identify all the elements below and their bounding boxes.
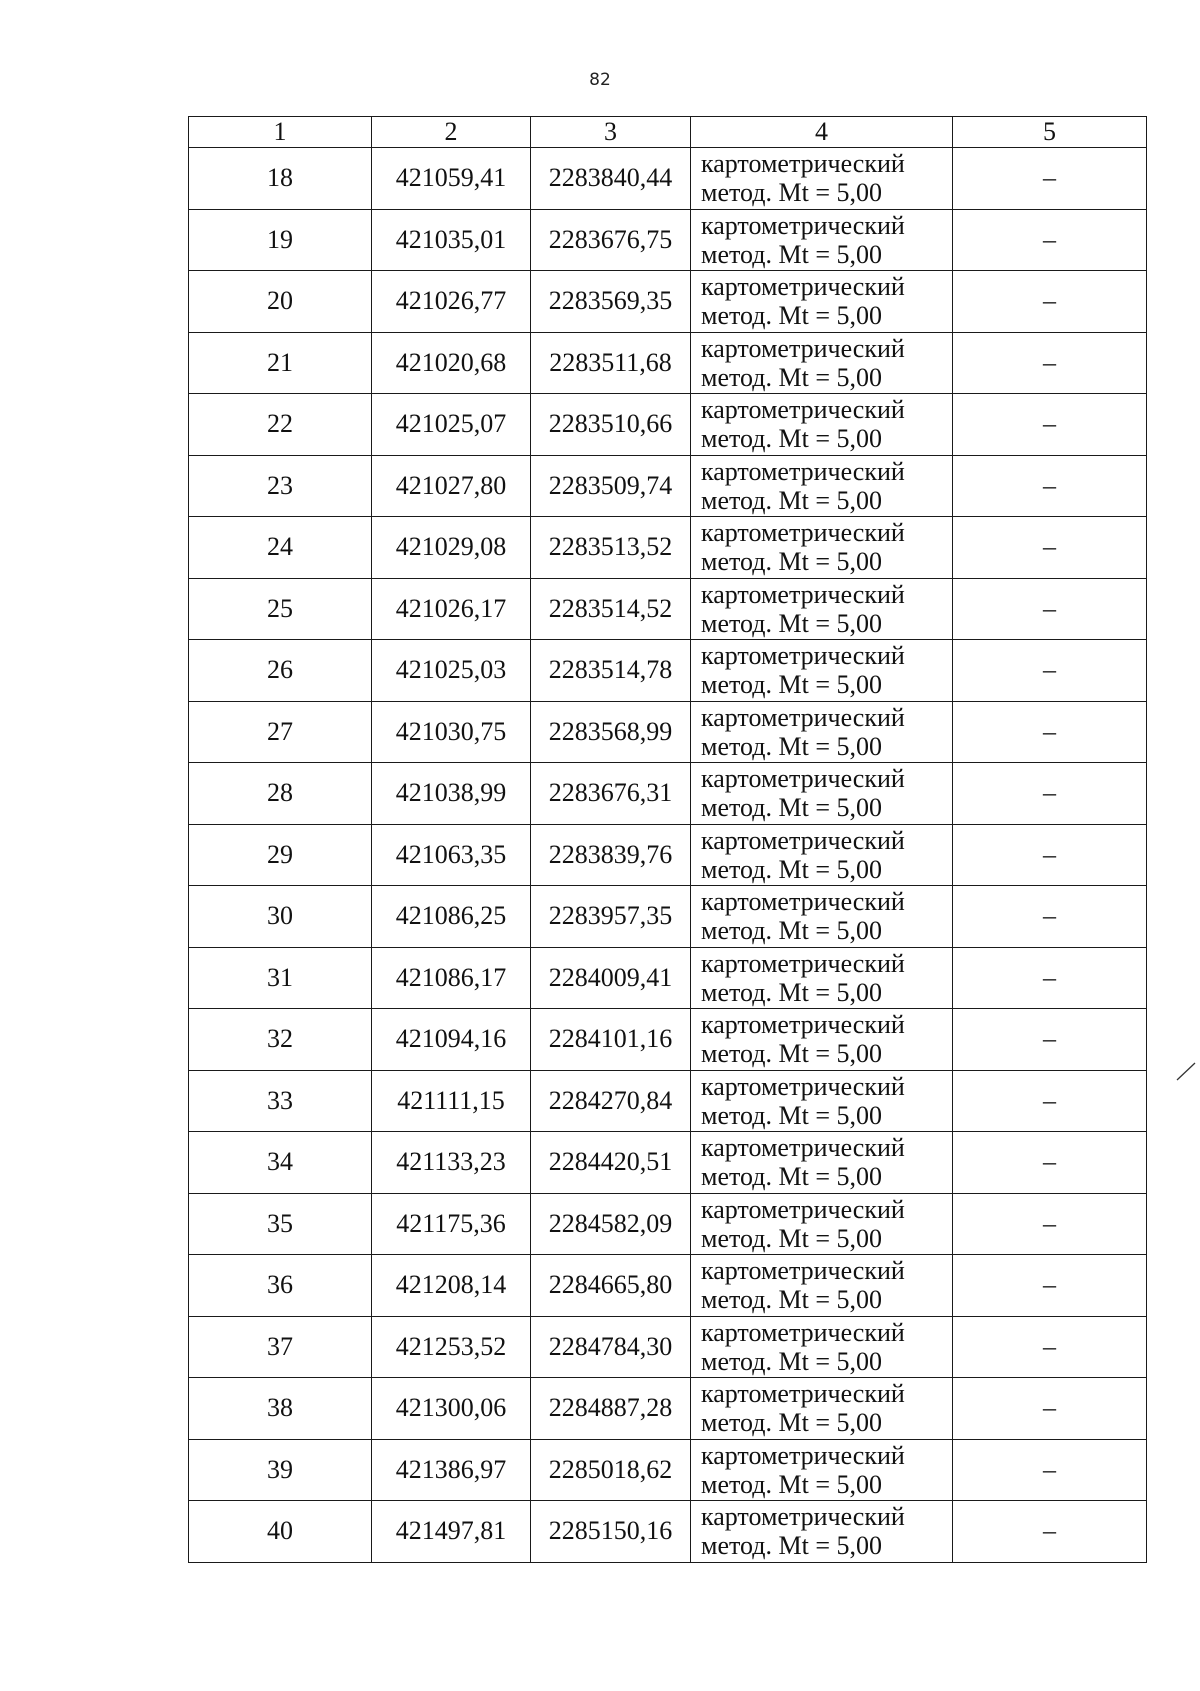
- point-number-cell: 39: [189, 1439, 372, 1501]
- point-number-cell: 40: [189, 1501, 372, 1563]
- table-row: [189, 701, 1147, 763]
- point-number-cell: 30: [189, 886, 372, 948]
- x-coordinate-cell: 421030,75: [372, 701, 531, 763]
- method-accuracy-text: метод. Mt = 5,00: [701, 608, 882, 638]
- x-coordinate-cell: 421497,81: [372, 1501, 531, 1563]
- method-accuracy-text: метод. Mt = 5,00: [701, 854, 882, 884]
- pen-stroke-mark: [1175, 1060, 1197, 1082]
- y-coordinate-cell: 2285150,16: [531, 1501, 691, 1563]
- point-number-cell: 31: [189, 947, 372, 1009]
- method-cell: [691, 886, 953, 948]
- table-row: [189, 1070, 1147, 1132]
- method-name-text: картометрический: [701, 1440, 905, 1470]
- x-coordinate-cell: 421063,35: [372, 824, 531, 886]
- x-coordinate-cell: 421253,52: [372, 1316, 531, 1378]
- method-accuracy-text: метод. Mt = 5,00: [701, 916, 882, 946]
- method-name-text: картометрический: [701, 1502, 905, 1532]
- x-coordinate-cell: 421026,77: [372, 271, 531, 333]
- x-coordinate-cell: 421086,17: [372, 947, 531, 1009]
- method-cell: [691, 824, 953, 886]
- table-row: [189, 517, 1147, 579]
- table-row: [189, 1501, 1147, 1563]
- method-cell: [691, 578, 953, 640]
- table-row: [189, 394, 1147, 456]
- y-coordinate-cell: 2283840,44: [531, 148, 691, 210]
- method-name-text: картометрический: [701, 210, 905, 240]
- note-cell: –: [953, 271, 1147, 333]
- method-accuracy-text: метод. Mt = 5,00: [701, 1285, 882, 1315]
- point-number-cell: 27: [189, 701, 372, 763]
- method-cell: [691, 1132, 953, 1194]
- point-number-cell: 29: [189, 824, 372, 886]
- x-coordinate-cell: 421029,08: [372, 517, 531, 579]
- header-cell-1: 1: [189, 117, 372, 148]
- point-number-cell: 37: [189, 1316, 372, 1378]
- point-number-cell: 28: [189, 763, 372, 825]
- y-coordinate-cell: 2283514,52: [531, 578, 691, 640]
- table-row: [189, 1439, 1147, 1501]
- table-row: [189, 332, 1147, 394]
- table-row: [189, 1132, 1147, 1194]
- note-cell: –: [953, 455, 1147, 517]
- y-coordinate-cell: 2283511,68: [531, 332, 691, 394]
- method-accuracy-text: метод. Mt = 5,00: [701, 239, 882, 269]
- method-cell: [691, 701, 953, 763]
- point-number-cell: 22: [189, 394, 372, 456]
- x-coordinate-cell: 421094,16: [372, 1009, 531, 1071]
- y-coordinate-cell: 2283569,35: [531, 271, 691, 333]
- coordinates-table: [188, 116, 1147, 1563]
- y-coordinate-cell: 2283514,78: [531, 640, 691, 702]
- method-name-text: картометрический: [701, 1256, 905, 1286]
- method-cell: [691, 1439, 953, 1501]
- y-coordinate-cell: 2283509,74: [531, 455, 691, 517]
- y-coordinate-cell: 2284784,30: [531, 1316, 691, 1378]
- table-row: [189, 763, 1147, 825]
- method-name-text: картометрический: [701, 518, 905, 548]
- note-cell: –: [953, 824, 1147, 886]
- table-row: [189, 209, 1147, 271]
- x-coordinate-cell: 421111,15: [372, 1070, 531, 1132]
- method-cell: [691, 394, 953, 456]
- y-coordinate-cell: 2284665,80: [531, 1255, 691, 1317]
- x-coordinate-cell: 421027,80: [372, 455, 531, 517]
- method-cell: [691, 271, 953, 333]
- y-coordinate-cell: 2283676,75: [531, 209, 691, 271]
- table-row: [189, 271, 1147, 333]
- note-cell: –: [953, 1009, 1147, 1071]
- table-header-row: [189, 117, 1147, 148]
- x-coordinate-cell: 421025,03: [372, 640, 531, 702]
- method-cell: [691, 1378, 953, 1440]
- method-accuracy-text: метод. Mt = 5,00: [701, 1469, 882, 1499]
- header-cell-4: 4: [691, 117, 953, 148]
- method-accuracy-text: метод. Mt = 5,00: [701, 547, 882, 577]
- table-row: [189, 886, 1147, 948]
- note-cell: –: [953, 1255, 1147, 1317]
- method-cell: [691, 1255, 953, 1317]
- method-cell: [691, 763, 953, 825]
- header-cell-2: 2: [372, 117, 531, 148]
- method-cell: [691, 1501, 953, 1563]
- note-cell: –: [953, 640, 1147, 702]
- method-accuracy-text: метод. Mt = 5,00: [701, 1223, 882, 1253]
- page-number: 82: [589, 70, 611, 90]
- method-name-text: картометрический: [701, 887, 905, 917]
- method-name-text: картометрический: [701, 1133, 905, 1163]
- note-cell: –: [953, 947, 1147, 1009]
- table-row: [189, 148, 1147, 210]
- point-number-cell: 38: [189, 1378, 372, 1440]
- note-cell: –: [953, 578, 1147, 640]
- note-cell: –: [953, 886, 1147, 948]
- y-coordinate-cell: 2283839,76: [531, 824, 691, 886]
- x-coordinate-cell: 421386,97: [372, 1439, 531, 1501]
- x-coordinate-cell: 421133,23: [372, 1132, 531, 1194]
- method-name-text: картометрический: [701, 149, 905, 179]
- y-coordinate-cell: 2283676,31: [531, 763, 691, 825]
- method-cell: [691, 209, 953, 271]
- y-coordinate-cell: 2283568,99: [531, 701, 691, 763]
- point-number-cell: 36: [189, 1255, 372, 1317]
- method-accuracy-text: метод. Mt = 5,00: [701, 977, 882, 1007]
- y-coordinate-cell: 2285018,62: [531, 1439, 691, 1501]
- note-cell: –: [953, 763, 1147, 825]
- method-accuracy-text: метод. Mt = 5,00: [701, 793, 882, 823]
- method-name-text: картометрический: [701, 272, 905, 302]
- method-name-text: картометрический: [701, 948, 905, 978]
- method-accuracy-text: метод. Mt = 5,00: [701, 362, 882, 392]
- note-cell: –: [953, 1316, 1147, 1378]
- point-number-cell: 20: [189, 271, 372, 333]
- method-accuracy-text: метод. Mt = 5,00: [701, 1346, 882, 1376]
- method-name-text: картометрический: [701, 395, 905, 425]
- method-cell: [691, 455, 953, 517]
- table-row: [189, 824, 1147, 886]
- method-accuracy-text: метод. Mt = 5,00: [701, 1039, 882, 1069]
- x-coordinate-cell: 421175,36: [372, 1193, 531, 1255]
- table-row: [189, 1316, 1147, 1378]
- point-number-cell: 26: [189, 640, 372, 702]
- method-accuracy-text: метод. Mt = 5,00: [701, 1531, 882, 1561]
- method-name-text: картометрический: [701, 764, 905, 794]
- method-accuracy-text: метод. Mt = 5,00: [701, 1162, 882, 1192]
- note-cell: –: [953, 701, 1147, 763]
- method-name-text: картометрический: [701, 1194, 905, 1224]
- note-cell: –: [953, 1193, 1147, 1255]
- method-cell: [691, 947, 953, 1009]
- point-number-cell: 18: [189, 148, 372, 210]
- method-accuracy-text: метод. Mt = 5,00: [701, 424, 882, 454]
- note-cell: –: [953, 1132, 1147, 1194]
- table-row: [189, 947, 1147, 1009]
- x-coordinate-cell: 421038,99: [372, 763, 531, 825]
- y-coordinate-cell: 2283513,52: [531, 517, 691, 579]
- x-coordinate-cell: 421300,06: [372, 1378, 531, 1440]
- point-number-cell: 35: [189, 1193, 372, 1255]
- method-name-text: картометрический: [701, 1071, 905, 1101]
- point-number-cell: 19: [189, 209, 372, 271]
- table-row: [189, 455, 1147, 517]
- x-coordinate-cell: 421035,01: [372, 209, 531, 271]
- y-coordinate-cell: 2284009,41: [531, 947, 691, 1009]
- note-cell: –: [953, 517, 1147, 579]
- note-cell: –: [953, 1439, 1147, 1501]
- method-name-text: картометрический: [701, 456, 905, 486]
- note-cell: –: [953, 209, 1147, 271]
- method-cell: [691, 1316, 953, 1378]
- coordinates-table-body: [189, 117, 1147, 1563]
- method-cell: [691, 1070, 953, 1132]
- table-row: [189, 1378, 1147, 1440]
- method-accuracy-text: метод. Mt = 5,00: [701, 178, 882, 208]
- method-name-text: картометрический: [701, 1010, 905, 1040]
- note-cell: –: [953, 1070, 1147, 1132]
- method-accuracy-text: метод. Mt = 5,00: [701, 485, 882, 515]
- x-coordinate-cell: 421026,17: [372, 578, 531, 640]
- point-number-cell: 33: [189, 1070, 372, 1132]
- y-coordinate-cell: 2283510,66: [531, 394, 691, 456]
- method-accuracy-text: метод. Mt = 5,00: [701, 670, 882, 700]
- method-cell: [691, 1193, 953, 1255]
- method-accuracy-text: метод. Mt = 5,00: [701, 731, 882, 761]
- y-coordinate-cell: 2284887,28: [531, 1378, 691, 1440]
- method-cell: [691, 148, 953, 210]
- method-name-text: картометрический: [701, 641, 905, 671]
- method-name-text: картометрический: [701, 579, 905, 609]
- point-number-cell: 25: [189, 578, 372, 640]
- header-cell-3: 3: [531, 117, 691, 148]
- method-name-text: картометрический: [701, 1317, 905, 1347]
- y-coordinate-cell: 2283957,35: [531, 886, 691, 948]
- table-row: [189, 640, 1147, 702]
- method-cell: [691, 640, 953, 702]
- y-coordinate-cell: 2284582,09: [531, 1193, 691, 1255]
- method-name-text: картометрический: [701, 1379, 905, 1409]
- header-cell-5: 5: [953, 117, 1147, 148]
- point-number-cell: 34: [189, 1132, 372, 1194]
- y-coordinate-cell: 2284270,84: [531, 1070, 691, 1132]
- table-row: [189, 1009, 1147, 1071]
- point-number-cell: 24: [189, 517, 372, 579]
- y-coordinate-cell: 2284101,16: [531, 1009, 691, 1071]
- table-row: [189, 578, 1147, 640]
- table-row: [189, 1255, 1147, 1317]
- method-cell: [691, 332, 953, 394]
- method-cell: [691, 1009, 953, 1071]
- x-coordinate-cell: 421020,68: [372, 332, 531, 394]
- method-accuracy-text: метод. Mt = 5,00: [701, 1408, 882, 1438]
- method-cell: [691, 517, 953, 579]
- table-row: [189, 1193, 1147, 1255]
- point-number-cell: 23: [189, 455, 372, 517]
- note-cell: –: [953, 1501, 1147, 1563]
- x-coordinate-cell: 421025,07: [372, 394, 531, 456]
- note-cell: –: [953, 1378, 1147, 1440]
- note-cell: –: [953, 332, 1147, 394]
- x-coordinate-cell: 421086,25: [372, 886, 531, 948]
- method-accuracy-text: метод. Mt = 5,00: [701, 1100, 882, 1130]
- point-number-cell: 21: [189, 332, 372, 394]
- x-coordinate-cell: 421059,41: [372, 148, 531, 210]
- method-name-text: картометрический: [701, 825, 905, 855]
- method-name-text: картометрический: [701, 702, 905, 732]
- method-name-text: картометрический: [701, 333, 905, 363]
- note-cell: –: [953, 148, 1147, 210]
- y-coordinate-cell: 2284420,51: [531, 1132, 691, 1194]
- point-number-cell: 32: [189, 1009, 372, 1071]
- x-coordinate-cell: 421208,14: [372, 1255, 531, 1317]
- note-cell: –: [953, 394, 1147, 456]
- method-accuracy-text: метод. Mt = 5,00: [701, 301, 882, 331]
